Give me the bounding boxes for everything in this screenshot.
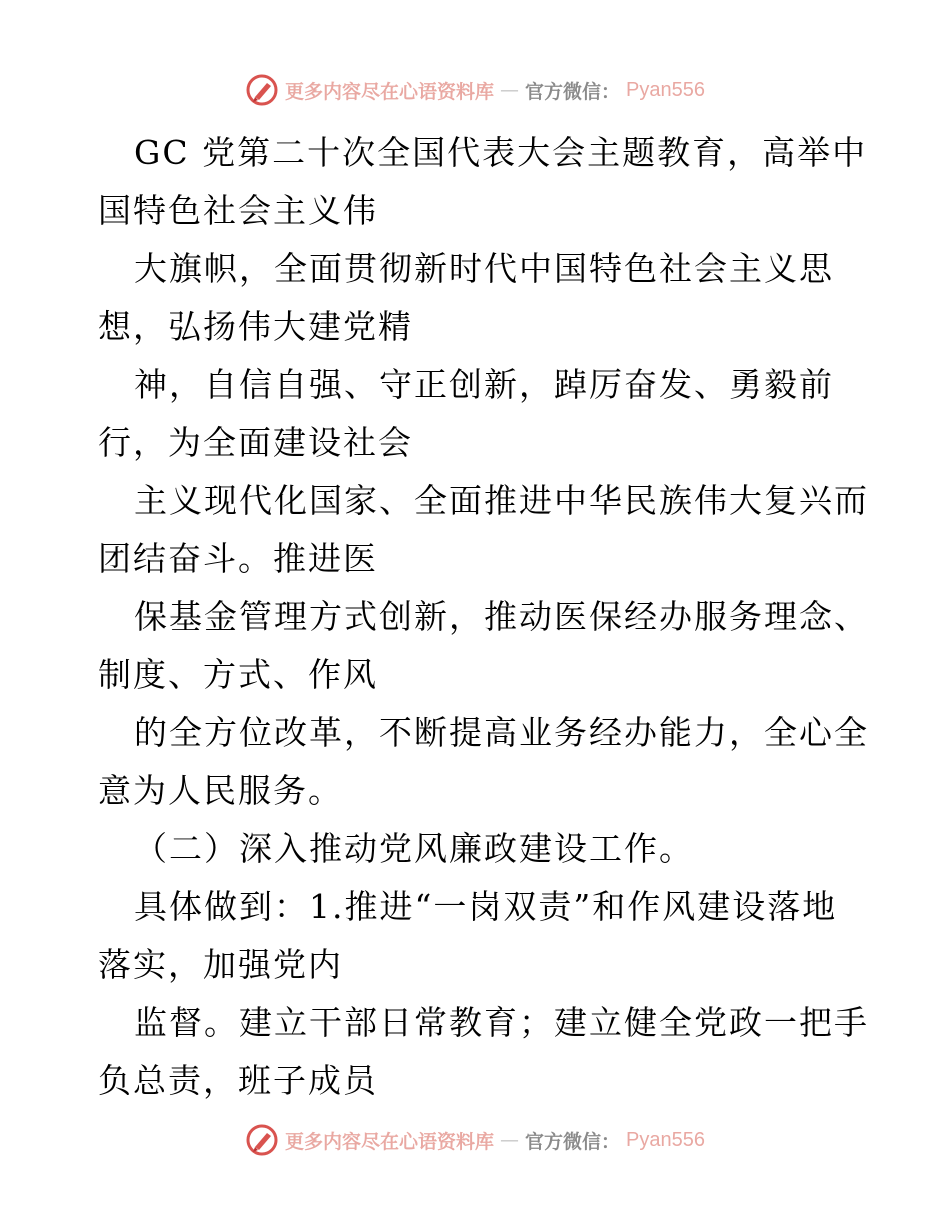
document-body [98, 124, 869, 1110]
body-line: GC 党第二十次全国代表大会主题教育，高举中 [134, 133, 868, 172]
watermark-header [0, 70, 950, 110]
body-line: 具体做到：1.推进“一岗双责”和作风建设落地 [134, 887, 838, 926]
section-heading: （二）深入推动党风廉政建设工作。 [134, 829, 694, 868]
pen-logo-icon [245, 73, 279, 107]
body-line: 想，弘扬伟大建党精 [98, 307, 413, 346]
watermark-official-label: 官方微信： [525, 80, 621, 103]
body-line: 负总责，班子成员 [98, 1061, 378, 1100]
body-line: 国特色社会主义伟 [98, 191, 378, 230]
watermark-wechat-id: Pyan556 [626, 1128, 705, 1151]
body-line: 监督。建立干部日常教育；建立健全党政一把手 [134, 1003, 869, 1042]
body-line: 团结奋斗。推进医 [98, 539, 378, 578]
pen-logo-icon [245, 1123, 279, 1157]
watermark-official-label: 官方微信： [525, 1130, 621, 1153]
watermark-separator: — [500, 1129, 520, 1151]
body-line: 行，为全面建设社会 [98, 423, 413, 462]
body-line: 意为人民服务。 [98, 771, 343, 810]
watermark-separator: — [500, 79, 520, 101]
body-line: 神，自信自强、守正创新，踔厉奋发、勇毅前 [134, 365, 834, 404]
body-line: 落实，加强党内 [98, 945, 343, 984]
watermark-site-text: 更多内容尽在心语资料库 [285, 80, 495, 103]
watermark-site-text: 更多内容尽在心语资料库 [285, 1130, 495, 1153]
body-line: 主义现代化国家、全面推进中华民族伟大复兴而 [134, 481, 869, 520]
body-line: 的全方位改革，不断提高业务经办能力，全心全 [134, 713, 869, 752]
body-line: 制度、方式、作风 [98, 655, 378, 694]
body-line: 大旗帜，全面贯彻新时代中国特色社会主义思 [134, 249, 834, 288]
watermark-footer [0, 1120, 950, 1160]
body-line: 保基金管理方式创新，推动医保经办服务理念、 [134, 597, 869, 636]
watermark-wechat-id: Pyan556 [626, 78, 705, 101]
